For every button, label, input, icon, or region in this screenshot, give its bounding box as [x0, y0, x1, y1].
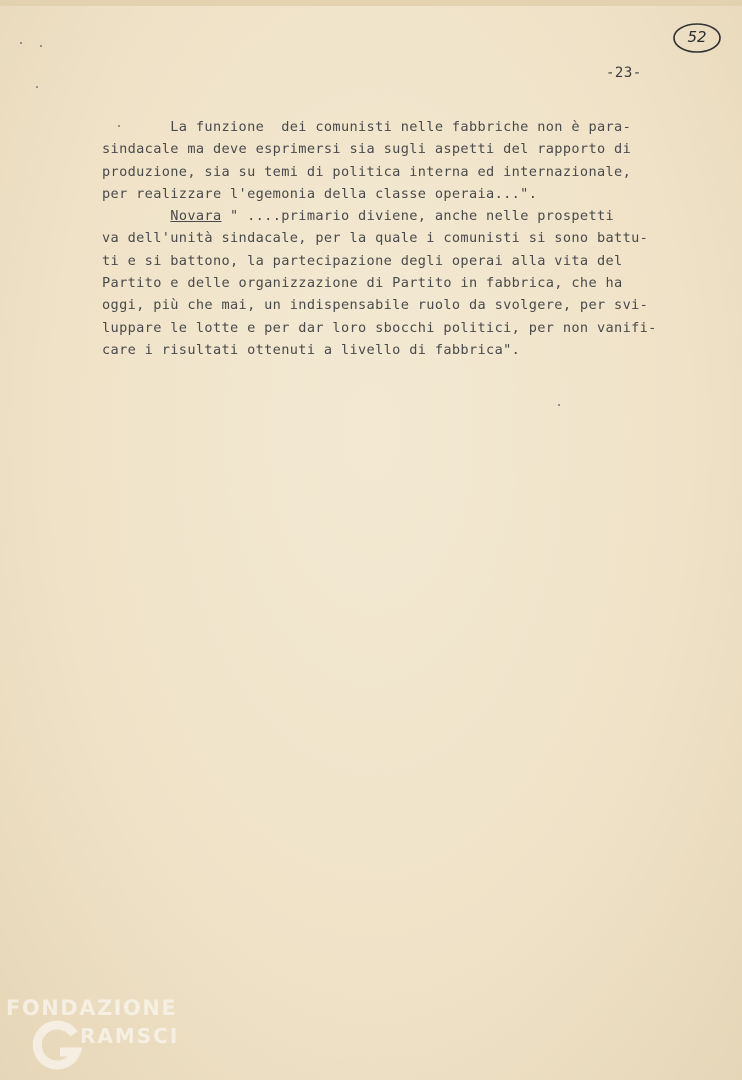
margin-mark [558, 404, 560, 406]
typed-text-block [102, 116, 682, 361]
text-line: Partito e delle organizzazione di Partito in fabbrica, che ha [102, 275, 623, 292]
page-top-edge [0, 0, 742, 6]
stamp-number: 52 [687, 28, 707, 46]
novara-underlined-word: Novara [170, 208, 222, 225]
text-line: La funzione dei comunisti nelle fabbriche non è para- [102, 119, 632, 135]
fondazione-gramsci-watermark [6, 996, 206, 1080]
watermark-line2: RAMSCI [80, 1024, 180, 1048]
page-number: -23- [606, 65, 642, 81]
text-line: oggi, più che mai, un indispensabile ruolo da svolgere, per svi- [102, 297, 649, 314]
watermark-line1: FONDAZIONE [6, 996, 178, 1020]
margin-mark [40, 45, 42, 47]
text-line: sindacale ma deve esprimersi sia sugli aspetti del rapporto di [102, 141, 632, 158]
text-line: produzione, sia su temi di politica interna ed internazionale, [102, 163, 632, 180]
margin-mark [36, 86, 38, 88]
gramsci-g-logo-icon [30, 1018, 84, 1072]
text-line: va dell'unità sindacale, per la quale i comunisti si sono battu- [102, 230, 649, 247]
margin-mark [20, 42, 22, 44]
text-line: luppare le lotte e per dar loro sbocchi politici, per non vanifi- [102, 319, 657, 336]
text-line-novara: Novara " ....primario diviene, anche nelle prospetti [170, 208, 615, 225]
text-line: per realizzare l'egemonia della classe operaia...". [102, 185, 538, 202]
archive-number-stamp [672, 22, 722, 54]
text-line: ti e si battono, la partecipazione degli operai alla vita del [102, 252, 623, 269]
text-line: care i risultati ottenuti a livello di fabbrica". [102, 341, 521, 358]
